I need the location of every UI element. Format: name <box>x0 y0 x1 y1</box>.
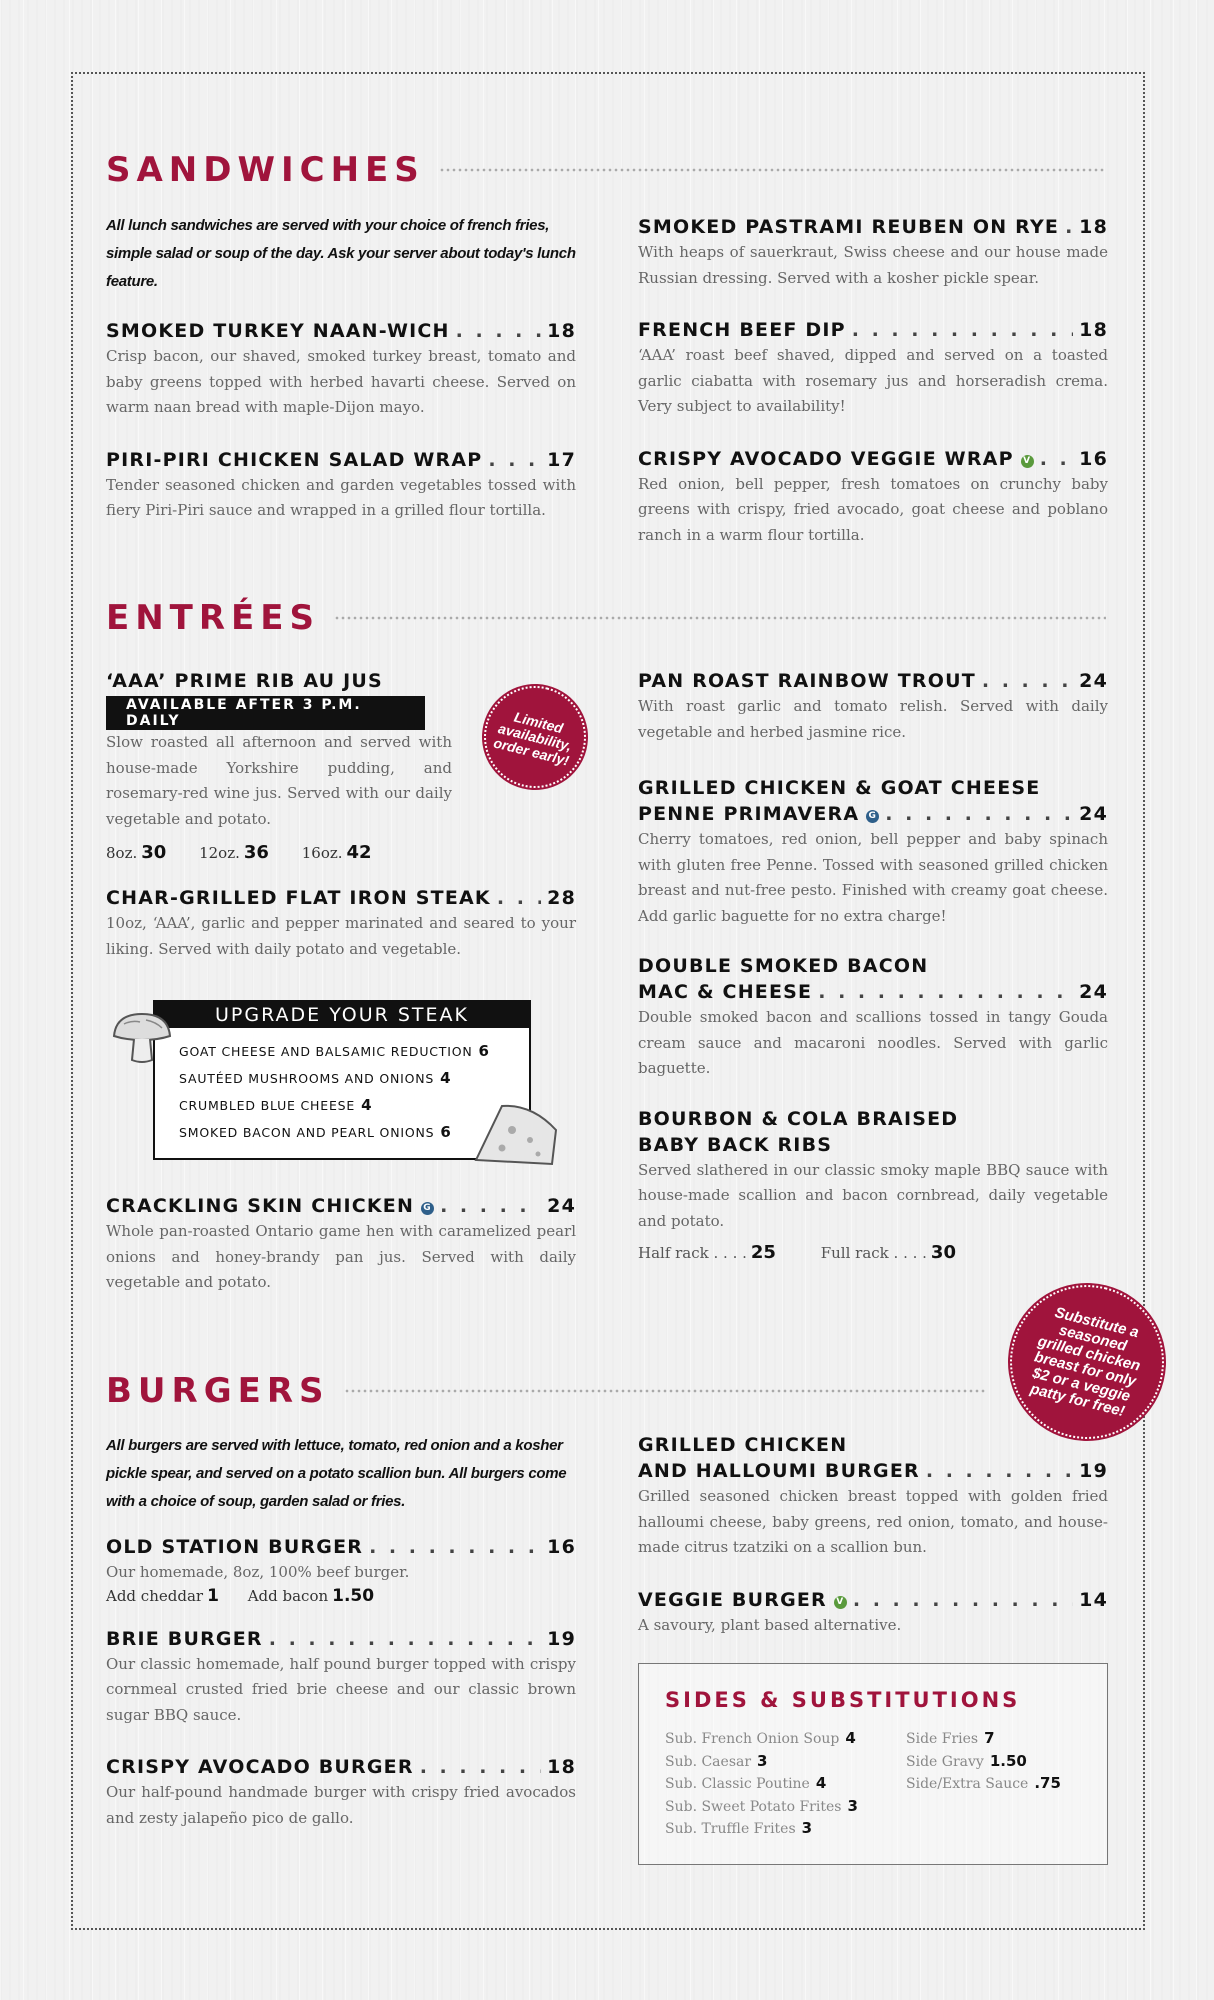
item-desc: Double smoked bacon and scallions tossed in tangy Gouda cream sauce and macaroni noodles. Served with garlic baguette. <box>638 1008 1108 1077</box>
vegetarian-icon: V <box>834 1596 847 1609</box>
item-desc: ‘AAA’ roast beef shaved, dipped and served on a toasted garlic ciabatta with rosemary jus and horseradish crema. Very subject to availability! <box>638 346 1108 415</box>
side-name: Sub. French Onion Soup <box>665 1731 840 1747</box>
menu-item <box>638 1587 1108 1639</box>
burgers-left-column <box>106 1432 576 1857</box>
menu-item <box>106 1193 576 1296</box>
upgrade-name: GOAT CHEESE AND BALSAMIC REDUCTION <box>179 1044 473 1059</box>
item-name: CRISPY AVOCADO BURGER <box>106 1756 414 1778</box>
menu-item <box>106 1754 576 1831</box>
list-item <box>906 1728 1061 1751</box>
vegetarian-icon: V <box>1021 455 1034 468</box>
item-desc: Crisp bacon, our shaved, smoked turkey breast, tomato and baby greens topped with herbed havarti cheese. Served on warm naan bread with maple-Dijon mayo. <box>106 347 576 416</box>
side-price: 3 <box>847 1796 858 1815</box>
sides-columns <box>665 1728 1107 1841</box>
item-price: 24 <box>1079 981 1108 1003</box>
sides-column-2 <box>906 1728 1061 1841</box>
availability-banner: AVAILABLE AFTER 3 P.M. DAILY <box>106 696 425 730</box>
item-name: OLD STATION BURGER <box>106 1536 364 1558</box>
item-name-line1: GRILLED CHICKEN <box>638 1434 848 1456</box>
item-price: 19 <box>547 1627 576 1650</box>
menu-item <box>638 775 1108 929</box>
menu-item <box>106 1534 576 1606</box>
item-name: CHAR-GRILLED FLAT IRON STEAK <box>106 887 491 909</box>
sandwiches-right-column <box>638 214 1108 574</box>
menu-item <box>638 668 1108 745</box>
entrees-title: ENTRÉES <box>106 598 320 638</box>
item-price: 16 <box>547 1536 576 1558</box>
size-label: 16oz. <box>301 844 343 862</box>
item-desc: Whole pan-roasted Ontario game hen with caramelized pearl onions and honey-brandy pan jus. Served with daily vegetable and potato. <box>106 1222 576 1291</box>
item-name: CRACKLING SKIN CHICKEN <box>106 1195 415 1217</box>
item-desc: Red onion, bell pepper, fresh tomatoes on crunchy baby greens with crispy, fried avocado, goat cheese and poblano ranch in a warm flour tortilla. <box>638 474 1108 544</box>
item-price: 24 <box>1079 803 1108 825</box>
item-name: PIRI-PIRI CHICKEN SALAD WRAP <box>106 448 483 471</box>
callout-text: Substitute a seasoned grilled chicken breast for only $2 or a veggie patty for free! <box>1028 1304 1143 1421</box>
side-price: 4 <box>815 1774 827 1792</box>
chicken-column <box>106 1193 576 1322</box>
side-price: .75 <box>1034 1774 1061 1792</box>
sandwiches-left-column <box>106 212 576 550</box>
item-name: FRENCH BEEF DIP <box>638 319 846 341</box>
sandwiches-note: All lunch sandwiches are served with your choice of french fries, simple salad or soup of the day. Ask your server about today's lunch feature. <box>106 217 576 290</box>
item-desc: Served slathered in our classic smoky maple BBQ sauce with house-made scallion and bacon cornbread, daily vegetable and potato. <box>638 1160 1108 1230</box>
item-desc: Our classic homemade, half pound burger topped with crispy cornmeal crusted fried brie cheese and our classic brown sugar BBQ sauce. <box>106 1654 576 1724</box>
item-name: PAN ROAST RAINBOW TROUT <box>638 670 976 692</box>
upgrade-price: 6 <box>478 1042 490 1060</box>
item-desc: Our homemade, 8oz, 100% beef burger. <box>106 1563 410 1581</box>
side-price: 3 <box>757 1751 768 1770</box>
item-desc: With heaps of sauerkraut, Swiss cheese and our house made Russian dressing. Served with a kosher pickle spear. <box>638 243 1108 287</box>
side-price: 1.50 <box>989 1751 1027 1770</box>
size-label: 8oz. <box>106 844 138 862</box>
addon-prices <box>106 1586 576 1606</box>
menu-item <box>638 446 1108 549</box>
size-price: 30 <box>141 842 167 863</box>
side-name: Side/Extra Sauce <box>906 1776 1029 1792</box>
item-desc: Cherry tomatoes, red onion, bell pepper and baby spinach with gluten free Penne. Tossed with seasoned grilled chicken breast and nut-free pesto. Finished with creamy goat cheese. Add garlic baguette for no extra charge! <box>638 830 1108 925</box>
sides-title: SIDES & SUBSTITUTIONS <box>665 1688 1021 1712</box>
side-name: Side Fries <box>906 1731 979 1747</box>
item-price: 24 <box>1079 670 1108 692</box>
side-name: Sub. Sweet Potato Frites <box>665 1798 842 1815</box>
list-item <box>179 1065 529 1092</box>
upgrade-price: 4 <box>440 1069 452 1087</box>
item-desc: Grilled seasoned chicken breast topped with golden fried halloumi cheese, baby greens, red onion, tomato, and house-made citrus tzatziki on a scallion bun. <box>638 1487 1108 1556</box>
item-price: 18 <box>547 320 576 342</box>
size-prices <box>106 842 576 863</box>
upgrade-title: UPGRADE YOUR STEAK <box>155 1002 529 1028</box>
item-desc: Tender seasoned chicken and garden vegetables tossed with fiery Piri-Piri sauce and wrapped in a grilled flour tortilla. <box>106 475 576 519</box>
list-item <box>665 1751 906 1774</box>
item-name: CRISPY AVOCADO VEGGIE WRAP <box>638 447 1014 470</box>
item-desc: 10oz, ‘AAA’, garlic and pepper marinated and seared to your liking. Served with daily potato and vegetable. <box>106 914 576 958</box>
menu-item <box>638 1106 1108 1264</box>
item-price: 18 <box>547 1756 576 1778</box>
list-item <box>906 1751 1061 1774</box>
side-name: Sub. Truffle Frites <box>665 1821 796 1837</box>
addon-label: Add bacon <box>247 1586 329 1605</box>
item-price: 28 <box>547 887 576 909</box>
menu-item <box>638 317 1108 420</box>
item-desc: A savoury, plant based alternative. <box>638 1615 902 1634</box>
menu-item <box>638 953 1108 1082</box>
item-name: BRIE BURGER <box>106 1627 263 1650</box>
item-name-line1: GRILLED CHICKEN & GOAT CHEESE <box>638 777 1041 799</box>
upgrade-name: CRUMBLED BLUE CHEESE <box>179 1098 356 1113</box>
item-name: SMOKED PASTRAMI REUBEN ON RYE <box>638 216 1060 238</box>
item-name-line1: DOUBLE SMOKED BACON <box>638 955 929 977</box>
size-label: 12oz. <box>199 844 240 862</box>
sandwiches-title: SANDWICHES <box>106 150 425 190</box>
list-item <box>665 1728 906 1751</box>
menu-item <box>106 447 576 524</box>
addon-price: 1 <box>207 1585 219 1606</box>
menu-item <box>106 318 576 421</box>
item-desc: With roast garlic and tomato relish. Served with daily vegetable and herbed jasmine rice. <box>638 697 1108 741</box>
sides-box <box>638 1663 1108 1865</box>
item-name: VEGGIE BURGER <box>638 1588 827 1611</box>
item-name: MAC & CHEESE <box>638 981 813 1003</box>
burgers-title: BURGERS <box>106 1371 330 1411</box>
heading-rule <box>439 167 1106 173</box>
burgers-right-column <box>638 1432 1108 1664</box>
gluten-free-icon: G <box>866 810 879 823</box>
item-name-line1: BOURBON & COLA BRAISED <box>638 1107 959 1130</box>
upgrade-name: SMOKED BACON AND PEARL ONIONS <box>179 1125 435 1140</box>
upgrade-price: 6 <box>440 1123 452 1141</box>
size-price: 42 <box>346 842 372 863</box>
item-price: 19 <box>1079 1460 1108 1482</box>
cheese-wedge-icon <box>472 1100 560 1170</box>
upgrade-name: SAUTÉED MUSHROOMS AND ONIONS <box>179 1071 435 1086</box>
burgers-note: All burgers are served with lettuce, tomato, red onion and a kosher pickle spear, and served on a potato scallion bun. All burgers come with a choice of soup, garden salad or fries. <box>106 1437 567 1510</box>
burgers-heading <box>106 1371 1106 1411</box>
item-price: 16 <box>1079 447 1108 470</box>
item-price: 14 <box>1079 1588 1108 1611</box>
item-name: BABY BACK RIBS <box>638 1133 833 1156</box>
list-item <box>906 1773 1061 1796</box>
addon-price: 1.50 <box>332 1585 375 1606</box>
side-price: 3 <box>801 1819 813 1837</box>
item-name: ‘AAA’ PRIME RIB AU JUS <box>106 670 383 692</box>
entrees-right-column <box>638 668 1108 1289</box>
item-price: 18 <box>1079 216 1108 238</box>
side-name: Sub. Classic Poutine <box>665 1776 810 1792</box>
upgrade-price: 4 <box>361 1096 373 1114</box>
rack-price: 25 <box>750 1242 776 1263</box>
entrees-heading <box>106 598 1106 638</box>
list-item <box>179 1038 529 1065</box>
list-item <box>665 1773 906 1796</box>
list-item <box>665 1796 906 1819</box>
item-desc: Slow roasted all afternoon and served with house-made Yorkshire pudding, and rosemary-red wine jus. Served with our daily vegetable and potato. <box>106 733 452 828</box>
menu-item <box>638 214 1108 291</box>
rack-label: Half rack . . . . <box>638 1244 747 1262</box>
menu-item <box>106 885 576 962</box>
menu-item <box>638 1432 1108 1561</box>
item-name: AND HALLOUMI BURGER <box>638 1460 920 1482</box>
side-name: Side Gravy <box>906 1753 984 1770</box>
item-name: PENNE PRIMAVERA <box>638 803 860 825</box>
list-item <box>665 1818 906 1841</box>
sandwiches-heading <box>106 150 1106 190</box>
heading-rule <box>344 1388 986 1394</box>
side-price: 4 <box>845 1729 856 1747</box>
item-desc: Our half-pound handmade burger with crispy fried avocados and zesty jalapeño pico de gallo. <box>106 1783 576 1827</box>
mushroom-icon <box>110 1010 174 1066</box>
item-price: 24 <box>547 1195 576 1217</box>
side-name: Sub. Caesar <box>665 1753 752 1770</box>
item-name: SMOKED TURKEY NAAN-WICH <box>106 320 450 342</box>
size-price: 36 <box>243 842 269 863</box>
item-price: 18 <box>1079 319 1108 341</box>
item-price: 17 <box>547 448 576 471</box>
rack-label: Full rack . . . . <box>820 1244 927 1262</box>
menu-item <box>106 1626 576 1729</box>
rack-price: 30 <box>930 1242 956 1263</box>
sides-column-1 <box>665 1728 906 1841</box>
addon-label: Add cheddar <box>106 1586 204 1605</box>
side-price: 7 <box>984 1729 995 1747</box>
heading-rule <box>334 615 1106 621</box>
rack-prices <box>638 1242 1108 1263</box>
gluten-free-icon: G <box>421 1202 434 1215</box>
callout-text: Limited availability, order early! <box>492 708 574 769</box>
